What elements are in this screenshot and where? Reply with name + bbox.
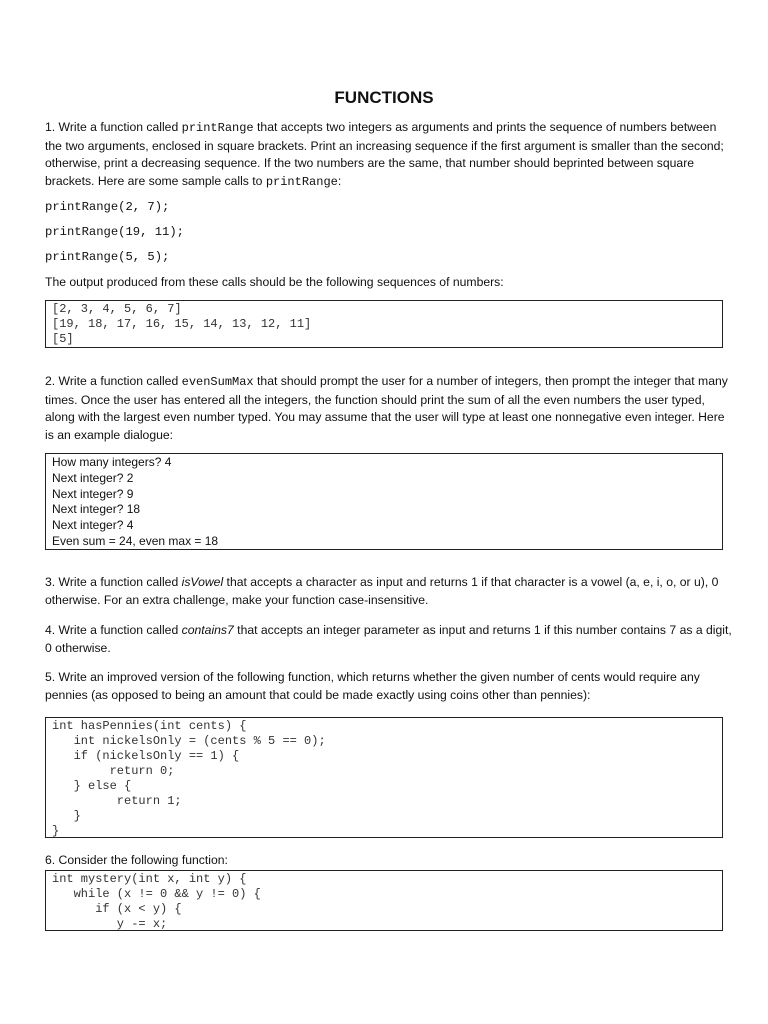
- question-4-text: [45, 622, 735, 657]
- q1-text-b: that accepts two integers as arguments and prints the sequence of numbers between the two arguments, enclosed in square brackets. Print an increasing sequence if the first argument is smaller than the second; otherwise, print a decreasing sequence. If the two numbers are the same, that number should beprinted between square brackets. Here are some sample calls to: [45, 120, 724, 188]
- q6-code-line: y -= x;: [52, 917, 168, 931]
- q4-text-b: that accepts an integer parameter as input and returns 1 if this number contains 7 as a digit, 0 otherwise.: [45, 623, 732, 655]
- q1-output-intro: The output produced from these calls should be the following sequences of numbers:: [45, 275, 504, 289]
- q3-function-name: isVowel: [181, 575, 224, 589]
- q1-code-printrange-2: printRange: [265, 174, 338, 189]
- question-1-text: [45, 119, 735, 191]
- q1-output-line: [5]: [52, 332, 74, 346]
- q1-sample-call-2: printRange(19, 11);: [45, 225, 184, 239]
- question-5-text: 5. Write an improved version of the following function, which returns whether the given number of cents would require any pennies (as opposed to being an amount that could be made exactly using coins other than pennies):: [45, 670, 700, 702]
- q2-code-evensummax: evenSumMax: [181, 375, 254, 389]
- question-6-text: 6. Consider the following function:: [45, 853, 228, 867]
- q6-code-line: while (x != 0 && y != 0) {: [52, 887, 261, 901]
- q1-text-c: :: [337, 173, 342, 188]
- q4-function-name: contains7: [181, 623, 234, 637]
- q5-code-line: return 0;: [52, 764, 175, 778]
- q1-sample-call-1: printRange(2, 7);: [45, 200, 170, 214]
- q2-dialogue-line: Next integer? 4: [52, 518, 134, 533]
- q2-dialogue-box: [45, 453, 723, 550]
- q6-code-line: if (x < y) {: [52, 902, 182, 916]
- q6-code-line: int mystery(int x, int y) {: [52, 872, 247, 886]
- q1-output-line: [2, 3, 4, 5, 6, 7]: [52, 302, 182, 316]
- q1-sample-call-3: printRange(5, 5);: [45, 250, 170, 264]
- q5-code-line: int hasPennies(int cents) {: [52, 719, 247, 733]
- q5-code-line: } else {: [52, 779, 132, 793]
- page-title: FUNCTIONS: [334, 88, 434, 107]
- q2-dialogue-line: Next integer? 2: [52, 470, 134, 485]
- q5-code-line: int nickelsOnly = (cents % 5 == 0);: [52, 734, 326, 748]
- q3-text-a: 3. Write a function called: [45, 575, 182, 589]
- q2-dialogue-line: Next integer? 18: [52, 502, 141, 517]
- q6-code-box: [45, 870, 723, 931]
- q5-code-line: }: [52, 824, 60, 838]
- q1-text-a: 1. Write a function called: [45, 120, 182, 134]
- q2-dialogue-line: Even sum = 24, even max = 18: [52, 533, 219, 548]
- q2-dialogue-line: Next integer? 9: [52, 486, 134, 501]
- q2-text-a: 2. Write a function called: [45, 374, 182, 388]
- question-3-text: [45, 574, 735, 609]
- q5-code-line: if (nickelsOnly == 1) {: [52, 749, 240, 763]
- q1-output-box: [45, 300, 723, 348]
- q2-dialogue-line: How many integers? 4: [52, 455, 172, 469]
- q3-text-b: that accepts a character as input and returns 1 if that character is a vowel (a, e, i, o, or u), 0 otherwise. For an extra challenge, make your function case-insensitive.: [45, 575, 719, 607]
- q1-output-line: [19, 18, 17, 16, 15, 14, 13, 12, 11]: [52, 317, 312, 331]
- q4-text-a: 4. Write a function called: [45, 623, 182, 637]
- q2-text-b: that should prompt the user for a number of integers, then prompt the integer that many times. Once the user has entered all the integers, the function should print the sum of all the even numbers the user typed, along with the largest even number typed. You may assume that the user will type at least one nonnegative even integer. Here is an example dialogue:: [45, 374, 728, 442]
- q5-code-line: return 1;: [52, 794, 182, 808]
- question-2-text: [45, 373, 735, 444]
- q5-code-box: [45, 717, 723, 838]
- q5-code-line: }: [52, 809, 81, 823]
- q1-code-printrange: printRange: [181, 121, 254, 135]
